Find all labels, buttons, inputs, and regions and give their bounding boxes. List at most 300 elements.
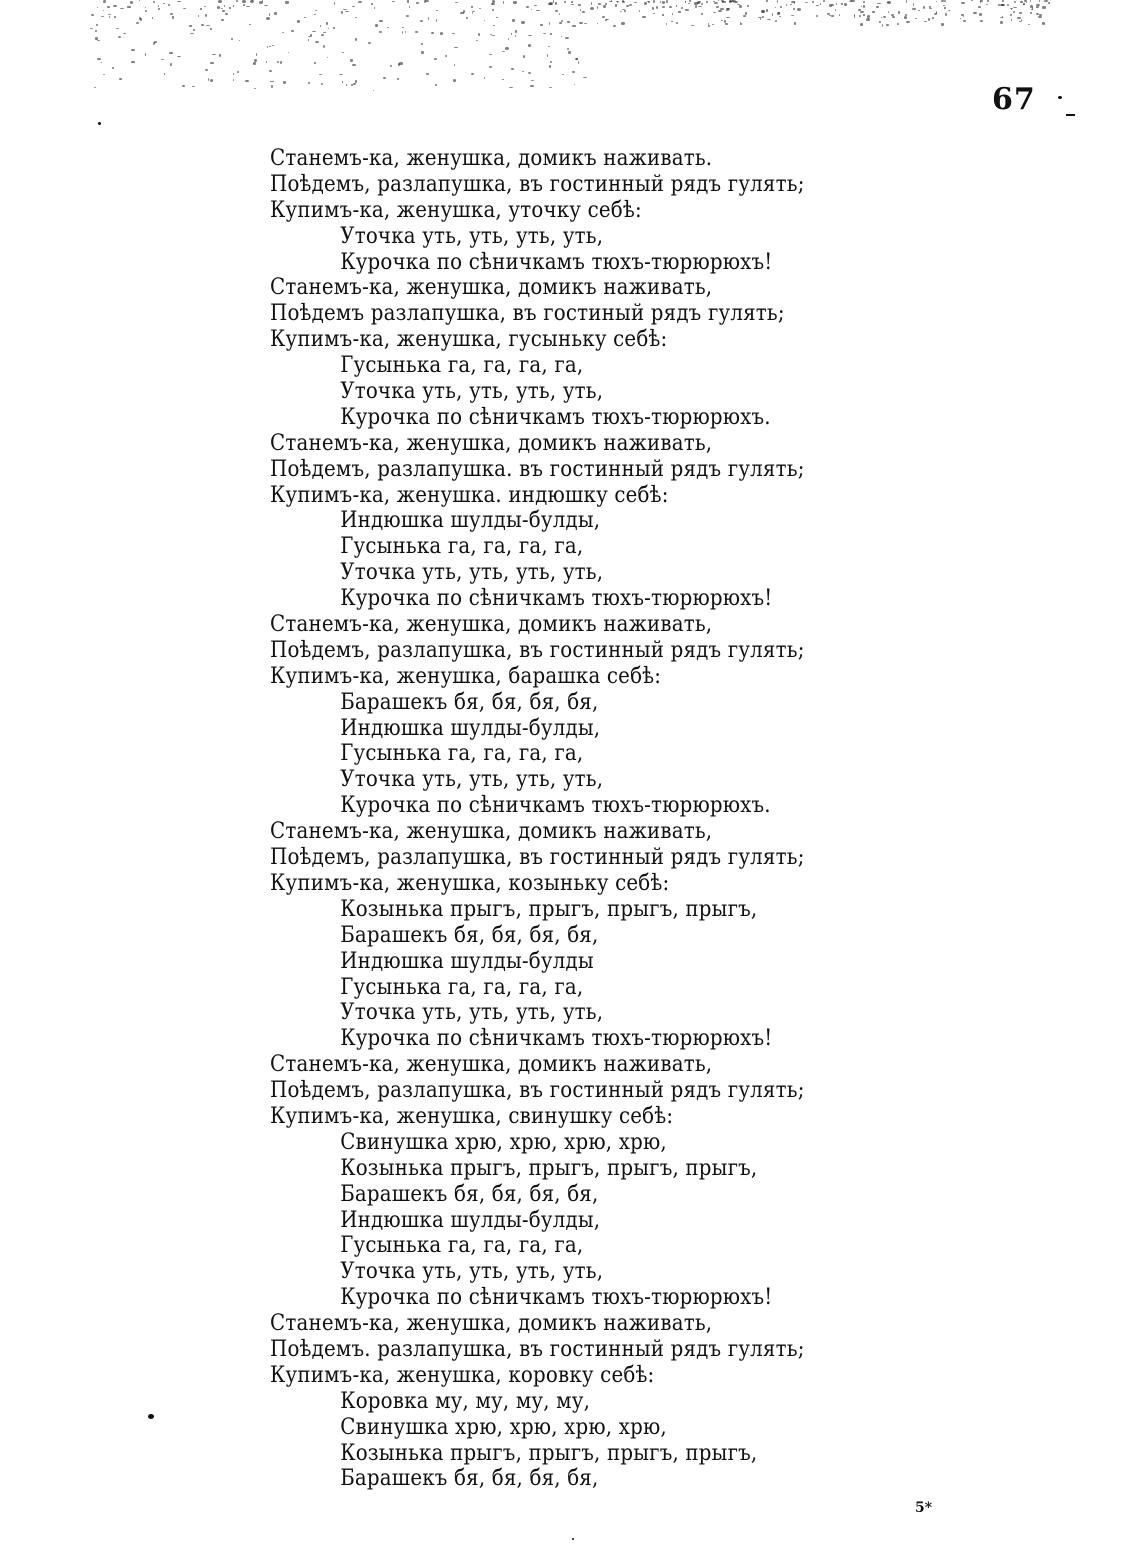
scan-speck	[189, 25, 192, 26]
scan-speck	[726, 17, 729, 18]
scan-speck	[777, 12, 780, 15]
scan-speck	[961, 2, 965, 5]
scan-speck	[1048, 2, 1050, 4]
scan-speck	[615, 4, 616, 7]
scan-speck	[353, 83, 356, 85]
scan-speck	[945, 13, 947, 15]
scan-speck	[492, 35, 495, 37]
scan-speck	[387, 27, 389, 28]
scan-speck	[103, 10, 104, 12]
scan-speck	[152, 17, 154, 19]
scan-speck	[116, 28, 119, 29]
scan-speck	[676, 22, 678, 24]
scan-speck	[168, 4, 169, 6]
scan-speck	[555, 2, 557, 5]
scan-speck	[528, 44, 531, 47]
scan-speck	[689, 0, 691, 1]
scan-speck	[97, 40, 100, 41]
scan-speck	[101, 62, 103, 63]
scan-speck	[980, 0, 983, 2]
scan-speck	[725, 23, 728, 24]
scan-speck	[172, 16, 173, 18]
scan-speck	[312, 31, 316, 32]
scan-speck	[906, 0, 907, 3]
scan-speck	[549, 87, 553, 88]
scan-speck	[161, 59, 164, 60]
page-number: 67	[992, 82, 1036, 117]
scan-speck	[204, 6, 206, 7]
scan-speck	[698, 6, 702, 7]
verse-line: Купимъ-ка, женушка, уточку себѣ:	[270, 197, 642, 223]
scan-speck	[119, 78, 123, 80]
scan-speck	[314, 14, 315, 15]
scan-speck	[153, 1, 155, 3]
verse-line-refrain: Индюшка шулды-булды	[340, 948, 594, 974]
scan-speck	[139, 0, 140, 1]
scan-speck	[944, 0, 946, 2]
scan-speck	[1036, 6, 1039, 7]
scan-speck	[528, 72, 531, 74]
verse-line: Купимъ-ка, женушка, коровку себѣ:	[270, 1362, 655, 1388]
scan-speck	[233, 5, 235, 7]
verse-line: Станемъ-ка, женушка, домикъ наживать,	[270, 612, 713, 638]
scan-speck	[716, 6, 719, 9]
scan-speck	[741, 23, 743, 26]
scan-speck	[629, 4, 632, 7]
verse-line: Поѣдемъ, разлапушка, въ гостинный рядъ гулять;	[270, 1078, 805, 1104]
scan-speck	[564, 1, 566, 3]
scan-speck	[866, 18, 869, 21]
scan-speck	[90, 28, 92, 29]
scan-speck	[767, 19, 771, 20]
scan-speck	[780, 6, 782, 8]
scan-speck	[205, 69, 208, 72]
scan-speck	[860, 11, 864, 14]
verse-line-refrain: Уточка уть, уть, уть, уть,	[340, 1259, 604, 1285]
scan-speck	[918, 10, 920, 11]
scan-speck	[267, 46, 269, 48]
scan-speck	[531, 80, 534, 81]
scan-speck	[860, 23, 864, 25]
scan-speck	[315, 10, 317, 12]
scan-speck	[205, 14, 207, 17]
scan-speck	[743, 15, 747, 17]
scan-speck	[1030, 0, 1031, 2]
scan-speck	[1028, 24, 1030, 25]
scan-speck	[515, 30, 516, 33]
scan-speck	[747, 5, 748, 7]
scan-speck	[490, 34, 492, 35]
scan-speck	[1010, 14, 1012, 16]
scan-speck	[567, 48, 569, 50]
scan-speck	[936, 1, 937, 2]
scan-speck	[304, 17, 306, 19]
scan-speck	[334, 2, 335, 5]
scan-speck	[579, 22, 582, 25]
scan-noise-header	[90, 0, 1050, 95]
verse-line: Поѣдемъ, разлапушка, въ гостинный рядъ гулять;	[270, 637, 805, 663]
scan-speck	[904, 16, 907, 19]
scan-speck	[131, 49, 135, 51]
scan-speck	[591, 2, 592, 5]
scan-speck	[158, 5, 159, 7]
verse-line: Купимъ-ка, женушка, барашка себѣ:	[270, 663, 662, 689]
scan-speck	[620, 11, 622, 12]
scan-speck	[642, 16, 646, 18]
scan-speck	[229, 7, 231, 8]
scan-speck	[94, 87, 97, 88]
verse-line-refrain: Барашекъ бя, бя, бя, бя,	[340, 1466, 599, 1492]
scan-speck	[375, 24, 378, 27]
scan-speck	[1023, 4, 1024, 5]
scan-speck	[371, 3, 372, 4]
scan-speck	[928, 18, 930, 21]
verse-line: Станемъ-ка, женушка, домикъ наживать,	[270, 1311, 713, 1337]
scan-speck	[882, 24, 883, 27]
scan-speck	[466, 17, 468, 19]
scan-speck	[816, 5, 819, 7]
scan-speck	[829, 15, 831, 16]
scan-speck	[350, 59, 354, 62]
scan-speck	[97, 7, 98, 8]
scan-speck	[762, 10, 765, 13]
scan-speck	[883, 16, 886, 18]
scan-speck	[436, 19, 437, 22]
verse-line-refrain: Гусынька га, га, га, га,	[340, 741, 584, 767]
scan-speck	[285, 1, 288, 3]
verse-line-refrain: Козынька прыгъ, прыгъ, прыгъ, прыгъ,	[340, 896, 758, 922]
scan-speck	[605, 19, 607, 21]
scan-speck	[250, 0, 254, 3]
scan-speck	[934, 13, 937, 15]
verse-line-refrain: Курочка по сѣничкамъ тюхъ-тюрюрюхъ!	[340, 586, 773, 612]
scan-speck	[979, 13, 982, 16]
scan-speck	[790, 4, 792, 6]
scan-speck	[576, 58, 578, 60]
scan-speck	[1019, 12, 1021, 14]
scan-speck	[971, 0, 973, 1]
verse-line: Поѣдемъ. разлапушка, въ гостинный рядъ гулять;	[270, 1336, 805, 1362]
scan-speck	[471, 6, 473, 7]
verse-line-refrain: Уточка уть, уть, уть, уть,	[340, 767, 604, 793]
scan-speck	[492, 9, 494, 11]
scan-speck	[243, 4, 245, 5]
scan-speck	[91, 14, 94, 16]
scan-speck	[476, 40, 478, 41]
scan-speck	[153, 42, 155, 45]
scan-speck	[775, 20, 777, 22]
scan-speck	[877, 3, 881, 4]
verse-line-refrain: Гусынька га, га, га, га,	[340, 1233, 584, 1259]
margin-dot	[98, 122, 101, 125]
scan-speck	[101, 16, 104, 17]
verse-line: Поѣдемъ разлапушка, въ гостиный рядъ гулять;	[270, 301, 785, 327]
verse-line-refrain: Козынька прыгъ, прыгъ, прыгъ, прыгъ,	[340, 1155, 758, 1181]
scan-speck	[409, 6, 410, 8]
scan-speck	[797, 8, 801, 11]
scan-speck	[95, 30, 97, 32]
scan-speck	[342, 52, 343, 53]
scan-speck	[531, 9, 533, 11]
scan-speck	[1000, 17, 1003, 18]
scan-speck	[912, 8, 915, 10]
scan-speck	[103, 74, 105, 75]
scan-speck	[513, 1, 517, 3]
scan-speck	[722, 1, 725, 2]
scan-speck	[669, 6, 672, 8]
scan-speck	[721, 20, 723, 21]
scan-speck	[320, 25, 321, 26]
scan-speck	[158, 8, 159, 10]
scan-speck	[622, 1, 625, 3]
scan-speck	[503, 1, 504, 4]
scan-speck	[1026, 2, 1027, 3]
margin-dot	[1058, 96, 1062, 99]
scan-speck	[739, 5, 742, 8]
scan-speck	[192, 86, 195, 87]
scan-speck	[521, 21, 524, 24]
verse-line: Купимъ-ка, женушка, гусыньку себѣ:	[270, 327, 668, 353]
scan-speck	[288, 52, 290, 53]
scan-speck	[103, 0, 105, 3]
scan-speck	[139, 17, 141, 20]
scan-speck	[472, 11, 475, 12]
scan-speck	[478, 33, 480, 36]
scan-speck	[549, 65, 552, 68]
scan-speck	[714, 2, 718, 4]
scan-speck	[491, 3, 493, 5]
scan-speck	[169, 52, 172, 54]
scan-speck	[198, 15, 199, 17]
verse-line: Купимъ-ка, женушка, козыньку себѣ:	[270, 870, 670, 896]
scan-speck	[791, 15, 794, 16]
scan-speck	[511, 68, 513, 70]
scan-speck	[245, 80, 249, 83]
margin-dot	[572, 1538, 574, 1540]
scan-speck	[1007, 4, 1009, 6]
scan-speck	[218, 0, 221, 3]
scan-speck	[863, 14, 866, 15]
scan-speck	[547, 54, 549, 57]
scan-speck	[772, 13, 773, 16]
scan-speck	[1038, 16, 1042, 18]
scan-speck	[190, 33, 194, 34]
scan-speck	[291, 30, 295, 32]
verse-line-refrain: Курочка по сѣничкамъ тюхъ-тюрюрюхъ!	[340, 1026, 773, 1052]
scan-speck	[274, 12, 278, 15]
verse-line: Станемъ-ка, женушка, домикъ наживать,	[270, 275, 713, 301]
scan-speck	[898, 11, 900, 14]
scan-speck	[472, 12, 473, 14]
scan-speck	[113, 5, 116, 7]
scan-speck	[597, 23, 598, 25]
verse-line: Поѣдемъ, разлапушка. въ гостинный рядъ гулять;	[270, 456, 805, 482]
scan-speck	[222, 10, 225, 11]
scan-speck	[851, 0, 854, 2]
scan-speck	[201, 24, 204, 26]
scan-speck	[346, 84, 347, 86]
scan-speck	[425, 0, 429, 2]
scan-speck	[915, 18, 916, 19]
scan-speck	[183, 8, 186, 9]
verse-line-refrain: Курочка по сѣничкамъ тюхъ-тюрюрюхъ.	[340, 793, 771, 819]
scan-speck	[407, 0, 408, 2]
scan-speck	[406, 15, 410, 17]
verse-line-refrain: Курочка по сѣничкамъ тюхъ-тюрюрюхъ.	[340, 404, 771, 430]
scan-speck	[511, 33, 513, 35]
scan-speck	[512, 19, 515, 22]
scan-speck	[314, 62, 315, 64]
scan-speck	[493, 25, 495, 26]
scan-speck	[397, 78, 399, 80]
scan-speck	[177, 1, 181, 2]
scan-speck	[948, 10, 949, 11]
scan-speck	[452, 33, 455, 34]
verse-line-refrain: Уточка уть, уть, уть, уть,	[340, 560, 604, 586]
scan-speck	[415, 31, 419, 32]
scan-speck	[652, 7, 653, 10]
scan-speck	[355, 17, 357, 18]
scan-speck	[613, 25, 616, 28]
scan-speck	[603, 5, 606, 8]
scan-speck	[210, 62, 214, 64]
verse-line-refrain: Козынька прыгъ, прыгъ, прыгъ, прыгъ,	[340, 1440, 758, 1466]
scan-speck	[118, 36, 121, 38]
scan-speck	[170, 13, 173, 15]
scan-speck	[662, 1, 665, 3]
scan-speck	[333, 27, 334, 29]
scan-speck	[206, 25, 210, 26]
scan-speck	[590, 7, 594, 10]
scan-speck	[1042, 22, 1045, 24]
scan-speck	[829, 4, 832, 7]
scan-speck	[368, 42, 371, 44]
scan-speck	[998, 4, 1000, 6]
scan-speck	[352, 6, 356, 8]
scan-speck	[310, 34, 313, 37]
scan-speck	[266, 17, 270, 20]
scan-speck	[455, 2, 458, 3]
scan-speck	[943, 5, 945, 6]
scan-speck	[671, 21, 673, 23]
scan-speck	[565, 37, 569, 39]
scan-speck	[277, 61, 280, 63]
scan-speck	[960, 18, 961, 20]
scan-speck	[484, 20, 486, 21]
scan-speck	[1011, 19, 1012, 20]
scan-speck	[597, 6, 598, 9]
scan-speck	[562, 74, 565, 75]
scan-speck	[319, 74, 321, 75]
scan-speck	[454, 64, 455, 65]
scan-speck	[246, 6, 250, 8]
scan-speck	[678, 11, 680, 14]
scan-speck	[454, 47, 458, 48]
scan-speck	[212, 54, 216, 55]
scan-speck	[323, 32, 326, 33]
verse-line-refrain: Уточка уть, уть, уть, уть,	[340, 379, 604, 405]
scan-speck	[264, 5, 267, 6]
scan-speck	[986, 4, 988, 5]
verse-line: Купимъ-ка, женушка. индюшку себѣ:	[270, 482, 669, 508]
scan-speck	[193, 29, 195, 30]
scan-speck	[315, 41, 319, 43]
scan-speck	[897, 23, 899, 25]
scan-speck	[559, 13, 560, 15]
scan-speck	[841, 3, 842, 6]
scan-speck	[399, 62, 402, 64]
scan-speck	[662, 6, 666, 8]
scan-speck	[886, 24, 889, 25]
scan-speck	[879, 21, 880, 23]
scan-speck	[435, 84, 437, 86]
scan-speck	[794, 22, 795, 25]
scan-speck	[130, 1, 134, 4]
scan-speck	[820, 3, 821, 5]
verse-line: Станемъ-ка, женушка, домикъ наживать.	[270, 146, 713, 171]
scan-speck	[163, 3, 165, 4]
verse-line-refrain: Курочка по сѣничкамъ тюхъ-тюрюрюхъ!	[340, 1285, 773, 1311]
scan-speck	[1030, 12, 1032, 14]
scan-speck	[548, 46, 551, 47]
scan-speck	[766, 0, 767, 2]
scan-speck	[231, 38, 234, 40]
scan-speck	[854, 15, 855, 17]
scan-speck	[561, 20, 563, 22]
scan-speck	[978, 6, 981, 8]
scan-speck	[239, 40, 240, 41]
scan-speck	[177, 56, 180, 57]
scan-speck	[271, 85, 273, 88]
scan-speck	[1031, 9, 1033, 10]
scan-speck	[345, 11, 349, 12]
scan-speck	[688, 3, 690, 4]
scan-speck	[580, 9, 581, 10]
scan-speck	[96, 24, 99, 26]
verse-line-refrain: Уточка уть, уть, уть, уть,	[340, 223, 604, 249]
verse-line-refrain: Барашекъ бя, бя, бя, бя,	[340, 922, 599, 948]
scan-speck	[681, 7, 683, 10]
scan-speck	[112, 67, 114, 70]
scan-speck	[536, 10, 539, 12]
scan-speck	[342, 81, 343, 82]
verse-line-refrain: Свинушка хрю, хрю, хрю, хрю,	[340, 1129, 667, 1155]
scan-speck	[924, 21, 927, 23]
scan-speck	[602, 16, 605, 18]
scan-speck	[489, 54, 491, 55]
scan-speck	[236, 0, 238, 2]
scan-speck	[131, 61, 135, 62]
scan-speck	[836, 3, 837, 5]
scan-speck	[685, 1, 686, 2]
scan-speck	[283, 81, 286, 84]
scan-speck	[221, 19, 224, 21]
scan-speck	[224, 5, 225, 7]
scan-speck	[479, 8, 481, 9]
scan-speck	[550, 33, 551, 35]
scan-speck	[374, 7, 375, 9]
scan-speck	[266, 61, 267, 63]
scan-speck	[568, 51, 571, 54]
scan-speck	[839, 14, 841, 16]
scan-speck	[297, 20, 300, 22]
scan-speck	[791, 1, 794, 4]
margin-dot	[1066, 114, 1075, 116]
verse-line: Поѣдемъ, разлапушка, въ гостинный рядъ гулять;	[270, 171, 805, 197]
scan-speck	[1039, 14, 1042, 16]
scan-speck	[339, 74, 342, 75]
scan-speck	[237, 71, 239, 73]
